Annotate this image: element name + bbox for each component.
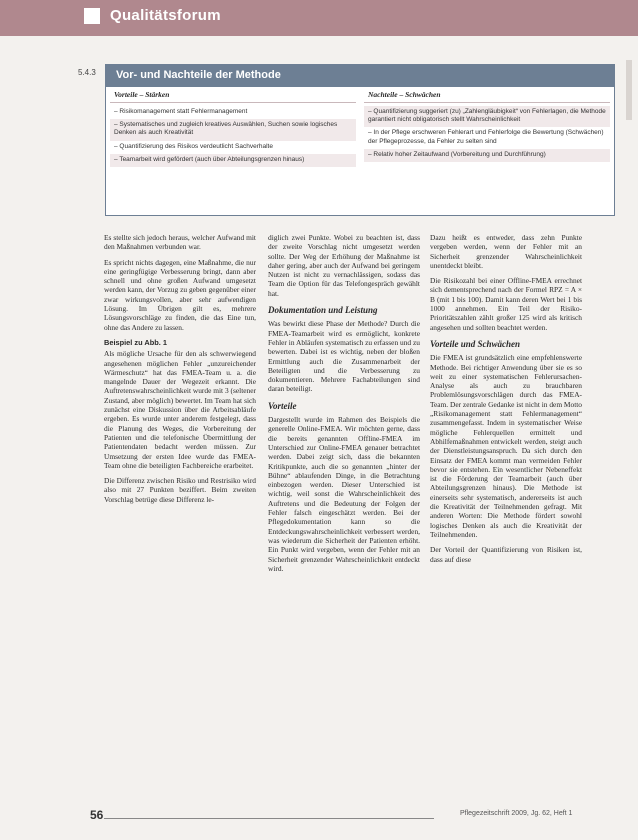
page-edge-shadow bbox=[626, 60, 632, 120]
footer-divider bbox=[104, 818, 434, 819]
cons-list bbox=[364, 106, 610, 162]
pros-cons-box bbox=[105, 64, 615, 216]
box-title: Vor- und Nachteile der Methode bbox=[106, 65, 614, 87]
text-column-3 bbox=[430, 233, 582, 570]
pros-item: – Teamarbeit wird gefördert (auch über Abteilungsgrenzen hinaus) bbox=[110, 154, 356, 167]
paragraph: Dazu heißt es entweder, dass zehn Punkte vergeben werden, wenn der Fehler mit an Sicherheit grenzender Wahrscheinlichkeit unentdeckt bleibt. bbox=[430, 233, 582, 270]
header-square-icon bbox=[84, 8, 100, 24]
subheading-documentation: Dokumentation und Leistung bbox=[268, 305, 378, 316]
section-number: 5.4.3 bbox=[78, 68, 96, 77]
paragraph: Es stellte sich jedoch heraus, welcher Aufwand mit den Maßnahmen verbunden war. bbox=[104, 233, 256, 252]
paragraph: Was bewirkt diese Phase der Methode? Durch die FMEA-Teamarbeit wird es ermöglicht, konkrete Fehler in Abläufen systematisch zu erfassen und zu bewerten. Dabei ist es wichtig, neben der bloßen Ermittlung auch die Zusammenarbeit der Beteiligten und die Verbesserung zu dokumentieren. Mehrere Fachabteilungen sind daran beteiligt. bbox=[268, 319, 420, 394]
paragraph: diglich zwei Punkte. Wobei zu beachten ist, dass der zweite Vorschlag nicht umgesetzt werden sollte. Der Weg der Erhöhung der Maßnahme ist daher gering, aber auch der Aufwand bei geringem Nutzen ist nicht zu vernachlässigen, sodass das Team die Option für das Telefongespräch gewählt hat. bbox=[268, 233, 420, 298]
paragraph: Die FMEA ist grundsätzlich eine empfehlenswerte Methode. Bei richtiger Anwendung über sie es so weit zu einer systematischen Fehlerursachen-Analyse als auch zu brauchbaren Problemlösungsvorschlägen durch das FMEA-Team. Der zentrale Gedanke ist nicht in dem Motto „Risikomanagement statt Fehlermanagement“ zusammengefasst. Indem in systematischer Weise mögliche Fehlerquellen ermittelt und Abhilfemaßnahmen entwickelt werden, steigt auch der Dienstleistungsanspruch. Da sich durch den Einsatz der FMEA kommt man vermeiden Fehler bevor sie entstehen. Ein wesentlicher Nebeneffekt ist die Förderung der Teamarbeit (auch über Abteilungsgrenzen hinaus). Die Methode ist einerseits sehr systematisch, andererseits ist auch die Kreativität der Teilnehmenden gefragt. Mit anderen Worten: Die Methode fördert sowohl logisches Denken als auch die Kreativität der Teilnehmenden. bbox=[430, 353, 582, 539]
pros-list bbox=[110, 106, 356, 167]
cons-item: – Relativ hoher Zeitaufwand (Vorbereitung und Durchführung) bbox=[364, 149, 610, 162]
pros-column bbox=[106, 87, 360, 167]
example-heading: Beispiel zu Abb. 1 bbox=[104, 337, 167, 347]
paragraph: Die Risikozahl bei einer Offline-FMEA errechnet sich dementsprechend nach der Formel RPZ = A × B (mit 1 bis 100). Damit kann deren Wert bei 1 bis 1000 annehmen. Ein Teil der Risiko-Prioritätszahlen zählt großer 125 wird als kritisch angesehen und sollten beachtet werden. bbox=[430, 276, 582, 332]
cons-column bbox=[360, 87, 614, 167]
paragraph: Als mögliche Ursache für den als schwerwiegend angesehenen möglichen Fehler „unzureichender Wärmeschutz“ hat das FMEA-Team u. a. die mangelnde Dauer der Wegezeit erkannt. Die Auftretenswahrscheinlichkeit wurde mit 3 (seltener Zustand, aber möglich) bewertet. Im Team hat sich zunächst eine Diskussion über die Arbeitsabläufe ergeben. Es wurde unter anderem festgelegt, dass die Planung des Weges, die Vorbereitung der Patienten und die telefonische Übermittlung der Patientendaten bedacht werden müssen. Zur Umsetzung der ersten Idee wurde das FMEA-Team ohne die beteiligten Fachbereiche erarbeitet. bbox=[104, 349, 256, 470]
text-column-1 bbox=[104, 233, 256, 510]
subheading-pros-weaknesses: Vorteile und Schwächen bbox=[430, 338, 521, 349]
pros-heading: Vorteile – Stärken bbox=[110, 87, 356, 103]
cons-item: – In der Pflege erschweren Fehlerart und Fehlerfolge die Bewertung (Schwächen) der Pflegeprozesse, da Fehler zu selten sind bbox=[368, 129, 604, 145]
paragraph: Der Vorteil der Quantifizierung von Risiken ist, dass auf diese bbox=[430, 545, 582, 564]
cons-heading: Nachteile – Schwächen bbox=[364, 87, 610, 103]
journal-citation: Pflegezeitschrift 2009, Jg. 62, Heft 1 bbox=[460, 810, 573, 817]
subheading-advantages: Vorteile bbox=[268, 400, 297, 411]
paragraph: Die Differenz zwischen Risiko und Restrisiko wird also mit 27 Punkten beziffert. Beim zweiten Vorschlag betrüge diese Differenz le- bbox=[104, 476, 256, 504]
pros-item: – Quantifizierung des Risikos verdeutlicht Sachverhalte bbox=[114, 142, 273, 150]
paragraph: Es spricht nichts dagegen, eine Maßnahme, die nur eine geringfügige Verbesserung bringt, dann aber schnell und ohne großen Aufwand umgesetzt werden kann, der Vorzug zu geben gegenüber einer zwar wirkungsvollen, aber sehr aufwendigen Lösung. Im Übrigen gilt es, mehrere Lösungsvorschläge zu finden, die das Eine tun, ohne das Andere zu lassen. bbox=[104, 257, 256, 332]
pros-item: – Risikomanagement statt Fehlermanagement bbox=[114, 108, 248, 115]
pros-item: – Systematisches und zugleich kreatives Auswählen, Suchen sowie logisches Denken als auch Kreativität bbox=[110, 119, 356, 140]
paragraph: Dargestellt wurde im Rahmen des Beispiels die generelle Online-FMEA. Wir möchten gerne, dass die bereits genannten Offline-FMEA im Unterschied zur Online-FMEA genauer betrachtet werden. Dabei zeigt sich, dass die bekannten Kritikpunkte, auch die so genannten „hinter der Bühne“ ablaufenden Dinge, in die Betrachtung einbezogen werden. Dieser Unterschied ist wichtig, weil sonst die Wahrscheinlichkeit des Auftretens und die Bedeutung der Folgen der Fehler falsch eingeschätzt werden. Bei der Pflegedokumentation kann so die Entdeckungswahrscheinlichkeit verbessert werden, was wiederum die Sicherheit der Patienten erhöht. Ein Punkt wird vergeben, wenn der Fehler mit an Sicherheit grenzender Wahrscheinlichkeit entdeckt wird. bbox=[268, 415, 420, 573]
text-column-2 bbox=[268, 233, 420, 579]
page-number: 56 bbox=[90, 808, 104, 822]
header-title: Qualitätsforum bbox=[110, 7, 221, 24]
box-columns bbox=[106, 87, 614, 167]
header-bar bbox=[0, 0, 638, 36]
cons-item: – Quantifizierung suggeriert (zu) „Zahlengläubigkeit“ von Fehlerlagen, die Methode garantiert nicht obligatorisch stellt Wahrscheinlichkeit bbox=[364, 106, 610, 127]
